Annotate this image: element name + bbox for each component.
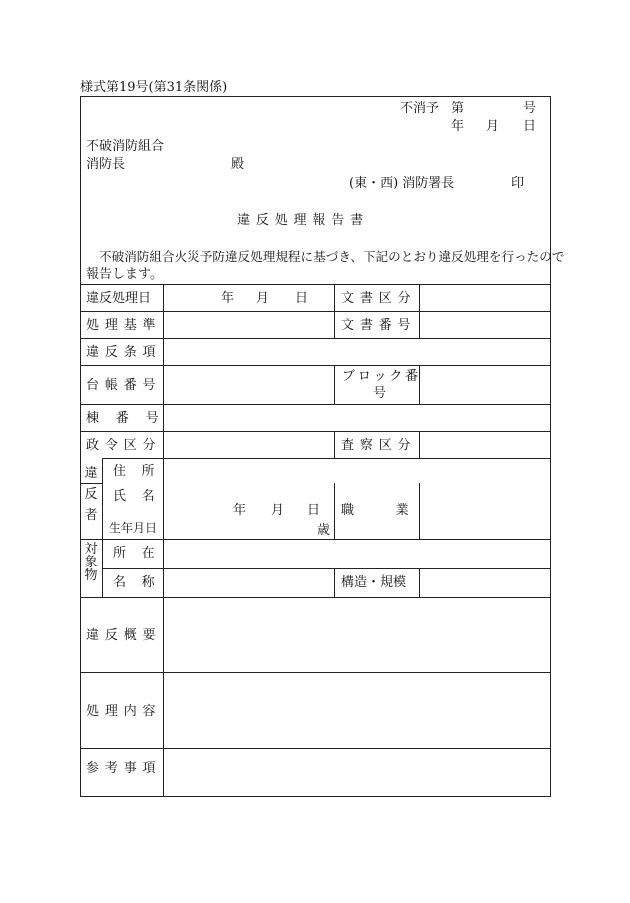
doc-number-dai: 第 [451,101,465,116]
doc-number-prefix: 不消予 [400,101,440,116]
label-ihan-joko: 違反条項 [86,345,162,360]
seal: 印 [511,176,525,191]
label-bunsho-kubun: 文書区分 [341,291,417,306]
report-title: 違反処理報告書 [237,213,369,228]
date-year-cell: 年 [221,291,235,306]
label-taishobutsu: 対象物 [84,542,98,583]
label-daicho-bango: 台帳番号 [86,378,162,393]
doc-number-go: 号 [523,101,537,116]
label-mune-bango: 棟番号 [86,411,176,426]
date-day-cell: 日 [295,291,309,306]
date-year: 年 [451,119,465,134]
label-block-bango-2: 号 [373,386,387,401]
age-sai: 歳 [317,523,331,538]
label-sanko-jiko: 参考事項 [86,761,162,776]
date-month-cell: 月 [256,291,270,306]
label-sasatsu-kubun: 査察区分 [341,438,417,453]
birth-day: 日 [307,503,321,518]
birth-month: 月 [271,503,285,518]
addressee-honorific: 殿 [231,157,245,172]
body-line-1: 不破消防組合火災予防違反処理規程に基づき、下記のとおり違反処理を行ったので [99,249,565,264]
date-day: 日 [523,119,537,134]
label-shimei: 氏名 [113,489,171,504]
label-ihan-gaiyo: 違反概要 [86,628,162,643]
form-number: 様式第19号(第31条関係) [80,80,228,95]
label-shokugyo: 職業 [341,503,451,518]
label-shori-naiyo: 処理内容 [86,704,162,719]
label-shozai: 所在 [113,546,171,561]
label-ihansha: 違反者 [84,466,98,523]
label-shori-date: 違反処理日 [86,291,152,306]
label-kozo-kibo: 構造・規模 [341,575,407,590]
report-form [80,96,565,797]
label-meisho: 名称 [113,575,171,590]
sender: (東・西) 消防署長 [349,176,455,191]
label-shori-kijun: 処理基準 [86,318,162,333]
label-seirei-kubun: 政令区分 [86,438,162,453]
addressee-org: 不破消防組合 [86,139,165,154]
label-jusho: 住所 [113,464,171,479]
label-seinengappi: 生年月日 [109,521,158,535]
addressee-title: 消防長 [86,157,126,172]
label-bunsho-bango: 文書番号 [341,318,417,333]
body-line-2: 報告します。 [86,267,163,282]
label-block-bango-1: ブロック番 [342,369,422,384]
birth-year: 年 [233,503,247,518]
date-month: 月 [486,119,500,134]
